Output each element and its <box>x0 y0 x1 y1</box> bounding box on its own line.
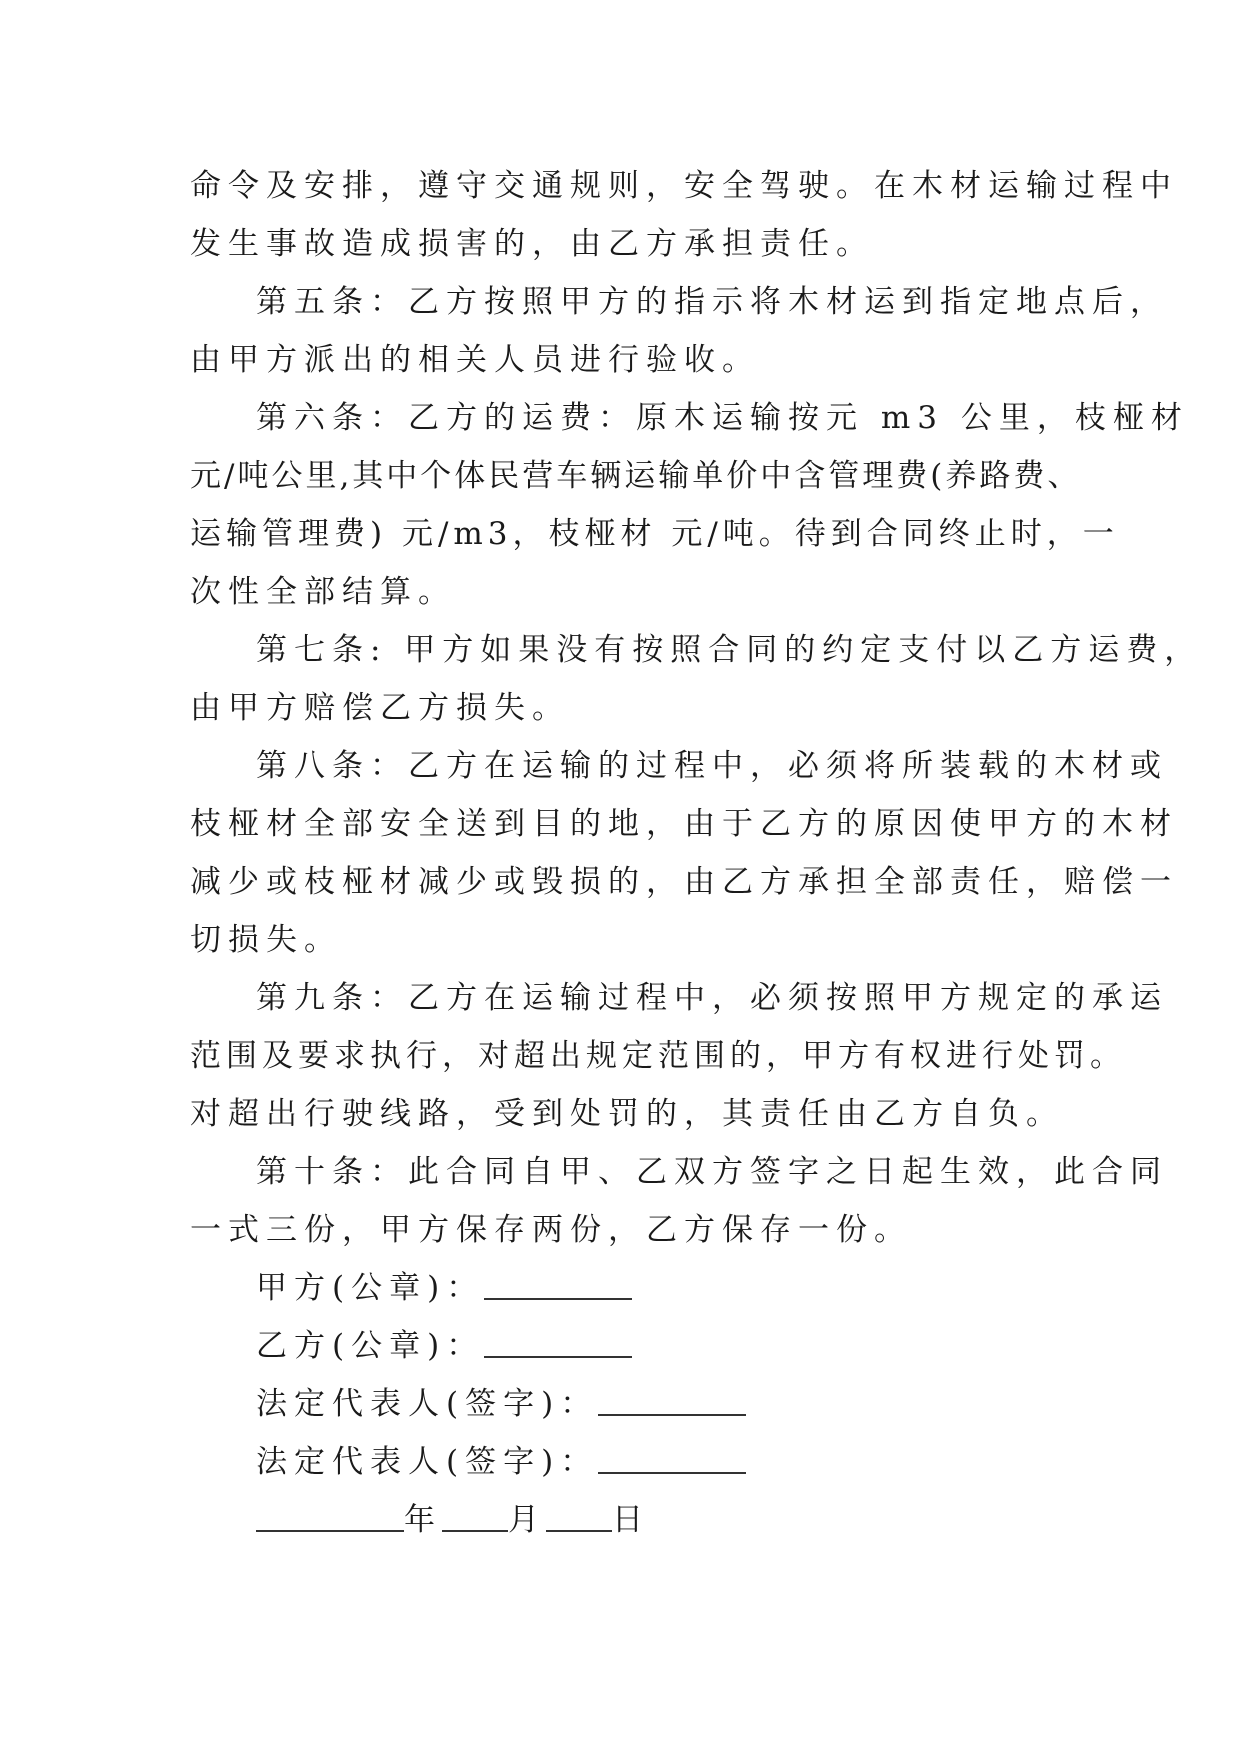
year-label: 年 <box>404 1502 442 1538</box>
text-line: 元/吨公里,其中个体民营车辆运输单价中含管理费(养路费、 <box>190 458 1082 494</box>
clause-9: 第九条：乙方在运输过程中，必须按照甲方规定的承运 <box>256 980 1168 1016</box>
day-label: 日 <box>612 1502 650 1538</box>
clause-7: 第七条: 甲方如果没有按照合同的约定支付以乙方运费， <box>256 632 1203 668</box>
year-blank <box>256 1500 404 1532</box>
signature-party-a <box>190 1259 1070 1317</box>
signature-blank <box>598 1442 746 1474</box>
day-blank <box>546 1500 612 1532</box>
clause-10: 第十条：此合同自甲、乙双方签字之日起生效，此合同 <box>256 1154 1168 1190</box>
text-line: 切损失。 <box>190 922 342 958</box>
text-line: 命令及安排，遵守交通规则，安全驾驶。在木材运输过程中 <box>190 168 1178 204</box>
text-line: 对超出行驶线路，受到处罚的，其责任由乙方自负。 <box>190 1096 1064 1132</box>
signature-label: 乙方(公章)： <box>256 1328 485 1364</box>
text-line: 由甲方派出的相关人员进行验收。 <box>190 342 760 378</box>
signature-label: 甲方(公章)： <box>256 1270 485 1306</box>
clause-8: 第八条：乙方在运输的过程中，必须将所装载的木材或 <box>256 748 1168 784</box>
date-row <box>190 1491 1070 1549</box>
text-line: 一式三份，甲方保存两份，乙方保存一份。 <box>190 1212 912 1248</box>
text-line: 范围及要求执行，对超出规定范围的，甲方有权进行处罚。 <box>190 1038 1126 1074</box>
signature-blank <box>598 1384 746 1416</box>
contract-page <box>190 157 1203 1549</box>
clause-5: 第五条：乙方按照甲方的指示将木材运到指定地点后， <box>256 284 1168 320</box>
signature-party-b <box>190 1317 1070 1375</box>
text-line: 由甲方赔偿乙方损失。 <box>190 690 570 726</box>
signature-rep-a <box>190 1375 1070 1433</box>
text-line: 运输管理费) 元/m3，枝桠材 元/吨。待到合同终止时，一 <box>190 516 1119 552</box>
signature-blank <box>484 1326 632 1358</box>
signature-label: 法定代表人(签字)： <box>256 1386 599 1422</box>
month-label: 月 <box>508 1502 546 1538</box>
signature-blank <box>484 1268 632 1300</box>
text-line: 发生事故造成损害的，由乙方承担责任。 <box>190 226 874 262</box>
clause-6: 第六条：乙方的运费：原木运输按元 m3 公里，枝桠材 <box>256 400 1189 436</box>
signature-rep-b <box>190 1433 1070 1491</box>
signature-label: 法定代表人(签字)： <box>256 1444 599 1480</box>
text-line: 枝桠材全部安全送到目的地，由于乙方的原因使甲方的木材 <box>190 806 1178 842</box>
text-line: 次性全部结算。 <box>190 574 456 610</box>
month-blank <box>442 1500 508 1532</box>
text-line: 减少或枝桠材减少或毁损的，由乙方承担全部责任，赔偿一 <box>190 864 1178 900</box>
